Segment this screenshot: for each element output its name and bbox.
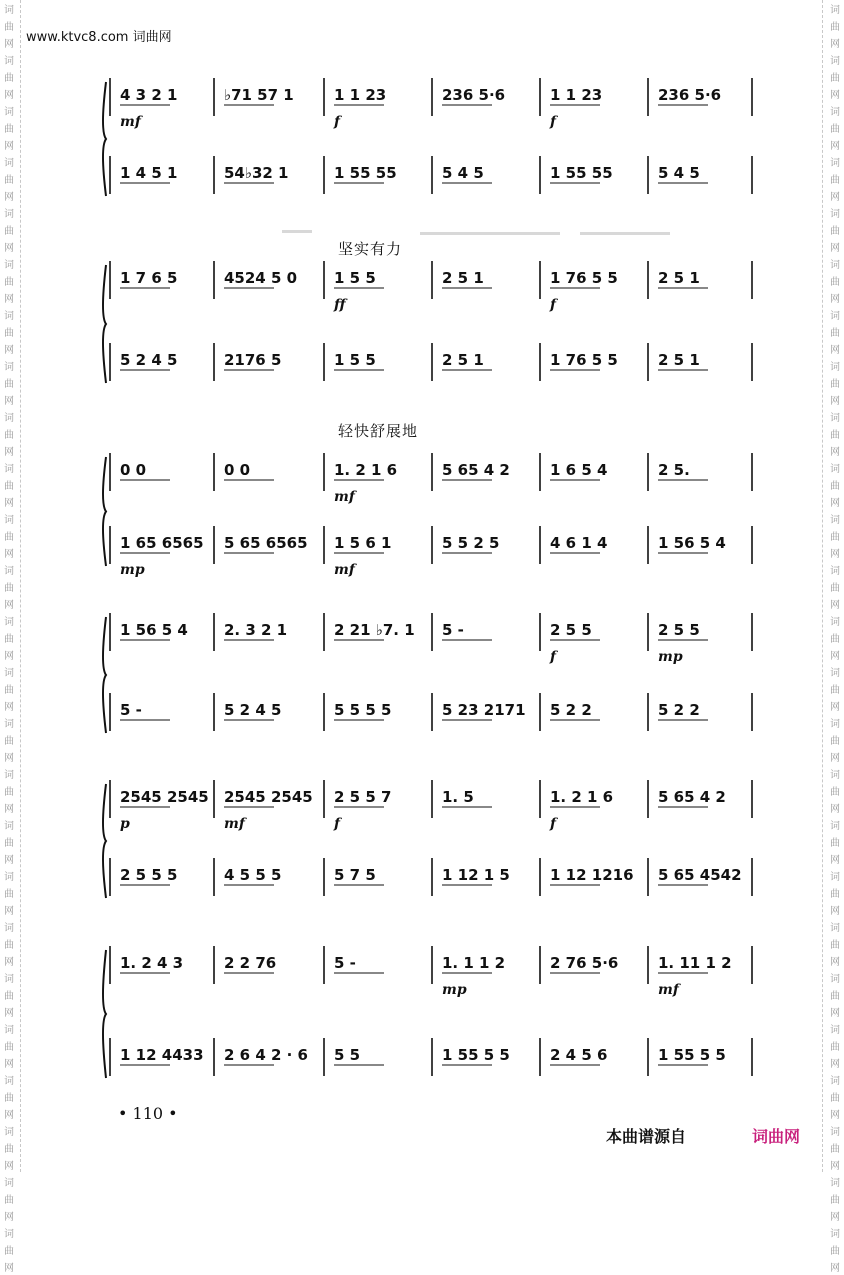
- watermark-char: 词: [4, 260, 14, 271]
- measure-notes: 1. 5: [442, 788, 474, 806]
- watermark-char: 网: [830, 1212, 840, 1223]
- measure-notes: 4 5 5 5: [224, 866, 282, 884]
- dynamic-mark: f: [550, 114, 557, 130]
- watermark-char: 网: [4, 1059, 14, 1070]
- site-logo[interactable]: 词曲网: [752, 1127, 801, 1146]
- measure-notes: 5 5: [334, 1046, 361, 1064]
- watermark-char: 网: [830, 753, 840, 764]
- measure-notes: 4 3 2 1: [120, 86, 178, 104]
- watermark-char: 网: [830, 447, 840, 458]
- dynamic-mark: mp: [120, 562, 145, 578]
- dynamic-mark: mf: [334, 489, 355, 505]
- watermark-char: 曲: [830, 736, 840, 747]
- measure-notes: 2 5 1: [658, 269, 700, 287]
- watermark-char: 词: [4, 5, 14, 16]
- score-system: [103, 946, 752, 1078]
- measure-notes: 1. 2 4 3: [120, 954, 184, 972]
- watermark-char: 网: [4, 855, 14, 866]
- watermark-char: 网: [830, 1059, 840, 1070]
- watermark-char: 词: [830, 719, 840, 730]
- watermark-char: 曲: [4, 838, 14, 849]
- watermark-char: 曲: [830, 1042, 840, 1053]
- watermark-char: 曲: [830, 175, 840, 186]
- watermark-char: 词: [4, 923, 14, 934]
- dynamic-mark: f: [334, 816, 341, 832]
- watermark-char: 词: [830, 872, 840, 883]
- watermark-char: 网: [4, 1008, 14, 1019]
- measure-notes: 2 5 5 7: [334, 788, 392, 806]
- measure-notes: 2 5 5: [658, 621, 700, 639]
- system-brace: [103, 784, 106, 898]
- watermark-char: 网: [4, 1161, 14, 1172]
- watermark-char: 词: [4, 1127, 14, 1138]
- measure-notes: 1 4 5 1: [120, 164, 178, 182]
- watermark-char: 网: [830, 855, 840, 866]
- measure-notes: 1. 2 1 6: [550, 788, 614, 806]
- watermark-char: 词: [830, 464, 840, 475]
- measure-notes: 54♭32 1: [224, 164, 289, 182]
- dynamic-mark: p: [120, 816, 130, 832]
- watermark-char: 曲: [830, 787, 840, 798]
- measure-notes: 2 5 1: [658, 351, 700, 369]
- dynamic-mark: mp: [442, 982, 467, 998]
- measure-notes: 2 5.: [658, 461, 690, 479]
- measure-notes: 1 55 5 5: [658, 1046, 726, 1064]
- watermark-char: 网: [4, 600, 14, 611]
- watermark-char: 网: [4, 804, 14, 815]
- watermark-char: 词: [830, 1025, 840, 1036]
- dynamic-mark: f: [550, 816, 557, 832]
- watermark-char: 曲: [4, 634, 14, 645]
- watermark-char: 曲: [830, 277, 840, 288]
- measure-notes: 0 0: [120, 461, 147, 479]
- measure-notes: 2545 2545: [224, 788, 313, 806]
- watermark-char: 曲: [4, 532, 14, 543]
- measure-notes: 1. 11 1 2: [658, 954, 732, 972]
- watermark-char: 曲: [830, 1093, 840, 1104]
- measure-notes: 1 55 55: [334, 164, 397, 182]
- watermark-char: 曲: [830, 1144, 840, 1155]
- system-brace: [103, 265, 106, 383]
- watermark-char: 网: [830, 1161, 840, 1172]
- watermark-char: 词: [4, 1076, 14, 1087]
- watermark-char: 词: [4, 158, 14, 169]
- measure-notes: 1 76 5 5: [550, 351, 618, 369]
- measure-notes: 1 12 1 5: [442, 866, 510, 884]
- watermark-char: 曲: [830, 124, 840, 135]
- watermark-char: 网: [830, 90, 840, 101]
- measure-notes: 5 -: [442, 621, 464, 639]
- watermark-char: 网: [4, 1263, 14, 1274]
- measure-notes: 1 7 6 5: [120, 269, 178, 287]
- watermark-char: 曲: [830, 22, 840, 33]
- measure-notes: 1 56 5 4: [120, 621, 188, 639]
- measure-notes: 5 2 4 5: [120, 351, 178, 369]
- watermark-char: 曲: [4, 73, 14, 84]
- watermark-char: 词: [830, 158, 840, 169]
- watermark-char: 网: [830, 600, 840, 611]
- dynamic-mark: mf: [120, 114, 141, 130]
- watermark-char: 曲: [830, 685, 840, 696]
- watermark-char: 词: [4, 1229, 14, 1240]
- section-title-firm: 坚实有力: [338, 240, 403, 258]
- watermark-char: 网: [4, 141, 14, 152]
- watermark-char: 曲: [4, 22, 14, 33]
- watermark-char: 词: [4, 617, 14, 628]
- watermark-char: 曲: [830, 1195, 840, 1206]
- watermark-char: 词: [830, 107, 840, 118]
- measure-notes: 1 56 5 4: [658, 534, 726, 552]
- measure-notes: 2 5 1: [442, 269, 484, 287]
- watermark-char: 曲: [830, 481, 840, 492]
- score-system: [103, 78, 752, 196]
- measure-notes: ♭71 57 1: [224, 86, 294, 104]
- measure-notes: 5 -: [120, 701, 142, 719]
- watermark-char: 曲: [4, 379, 14, 390]
- watermark-char: 曲: [4, 889, 14, 900]
- watermark-char: 词: [830, 1178, 840, 1189]
- watermark-char: 网: [4, 90, 14, 101]
- watermark-char: 词: [4, 668, 14, 679]
- measure-notes: 1 5 6 1: [334, 534, 392, 552]
- watermark-char: 曲: [4, 1195, 14, 1206]
- watermark-char: 词: [4, 1025, 14, 1036]
- watermark-char: 词: [830, 668, 840, 679]
- score-system: [103, 261, 752, 383]
- dynamic-mark: f: [334, 114, 341, 130]
- measure-notes: 5 4 5: [658, 164, 700, 182]
- watermark-char: 词: [4, 464, 14, 475]
- watermark-char: 词: [830, 413, 840, 424]
- page-number: • 110 •: [118, 1104, 178, 1123]
- dynamic-mark: f: [550, 649, 557, 665]
- watermark-char: 词: [830, 311, 840, 322]
- watermark-char: 网: [4, 396, 14, 407]
- measure-notes: 1 1 23: [550, 86, 603, 104]
- measure-notes: 4 6 1 4: [550, 534, 608, 552]
- watermark-char: 曲: [830, 838, 840, 849]
- watermark-char: 词: [4, 1178, 14, 1189]
- watermark-char: 词: [4, 974, 14, 985]
- measure-notes: 5 -: [334, 954, 356, 972]
- dynamic-mark: mp: [658, 649, 683, 665]
- score-system: [103, 613, 752, 733]
- watermark-char: 网: [830, 39, 840, 50]
- score-system: [103, 780, 752, 898]
- watermark-char: 网: [830, 651, 840, 662]
- measure-notes: 5 2 4 5: [224, 701, 282, 719]
- watermark-char: 曲: [4, 277, 14, 288]
- measure-notes: 2 21 ♭7. 1: [334, 621, 415, 639]
- measure-notes: 1. 2 1 6: [334, 461, 398, 479]
- watermark-char: 曲: [4, 787, 14, 798]
- watermark-char: 曲: [830, 583, 840, 594]
- measure-notes: 2 5 5 5: [120, 866, 178, 884]
- measure-notes: 5 23 2171: [442, 701, 526, 719]
- measure-notes: 1 55 5 5: [442, 1046, 510, 1064]
- measure-notes: 1 6 5 4: [550, 461, 608, 479]
- watermark-char: 网: [830, 1110, 840, 1121]
- watermark-char: 词: [830, 923, 840, 934]
- watermark-char: 曲: [4, 1246, 14, 1257]
- watermark-char: 曲: [4, 124, 14, 135]
- watermark-char: 网: [830, 243, 840, 254]
- measure-notes: 4524 5 0: [224, 269, 298, 287]
- score-system: [103, 453, 752, 578]
- measure-notes: 5 65 4 2: [658, 788, 726, 806]
- watermark-char: 网: [830, 141, 840, 152]
- watermark-char: 词: [4, 872, 14, 883]
- watermark-char: 网: [830, 957, 840, 968]
- watermark-char: 网: [830, 702, 840, 713]
- system-brace: [103, 457, 106, 566]
- watermark-char: 曲: [4, 736, 14, 747]
- measure-notes: 1 5 5: [334, 269, 376, 287]
- watermark-char: 曲: [4, 1093, 14, 1104]
- watermark-char: 网: [830, 906, 840, 917]
- measure-notes: 2. 3 2 1: [224, 621, 288, 639]
- measure-notes: 2545 2545: [120, 788, 209, 806]
- measure-notes: 5 5 5 5: [334, 701, 392, 719]
- measure-notes: 5 2 2: [658, 701, 700, 719]
- watermark-char: 曲: [4, 583, 14, 594]
- watermark-char: 曲: [830, 634, 840, 645]
- watermark-char: 词: [4, 719, 14, 730]
- watermark-char: 词: [830, 1127, 840, 1138]
- dynamic-mark: f: [550, 297, 557, 313]
- watermark-char: 网: [830, 549, 840, 560]
- measure-notes: 1. 1 1 2: [442, 954, 506, 972]
- watermark-char: 网: [4, 294, 14, 305]
- watermark-char: 网: [830, 498, 840, 509]
- watermark-char: 网: [4, 753, 14, 764]
- watermark-char: 词: [4, 770, 14, 781]
- watermark-char: 曲: [4, 940, 14, 951]
- scan-smudges: [282, 230, 670, 235]
- watermark-char: 曲: [830, 430, 840, 441]
- measure-notes: 2 2 76: [224, 954, 277, 972]
- watermark-char: 曲: [830, 73, 840, 84]
- dynamic-mark: mf: [224, 816, 245, 832]
- measure-notes: 2 5 5: [550, 621, 592, 639]
- watermark-char: 曲: [830, 1246, 840, 1257]
- watermark-char: 词: [4, 107, 14, 118]
- watermark-char: 网: [830, 192, 840, 203]
- measure-notes: 5 2 2: [550, 701, 592, 719]
- watermark-char: 曲: [4, 430, 14, 441]
- watermark-char: 词: [4, 362, 14, 373]
- site-url[interactable]: www.ktvc8.com 词曲网: [26, 30, 172, 45]
- watermark-char: 网: [4, 447, 14, 458]
- watermark-char: 词: [830, 56, 840, 67]
- measure-notes: 5 7 5: [334, 866, 376, 884]
- measure-notes: 1 55 55: [550, 164, 613, 182]
- watermark-char: 词: [830, 617, 840, 628]
- watermark-char: 曲: [4, 991, 14, 1002]
- measure-notes: 1 12 1216: [550, 866, 634, 884]
- measure-notes: 236 5·6: [658, 86, 722, 104]
- dynamic-mark: mf: [658, 982, 679, 998]
- watermark-char: 网: [4, 1212, 14, 1223]
- watermark-char: 网: [830, 294, 840, 305]
- measure-notes: 5 65 4 2: [442, 461, 510, 479]
- watermark-char: 词: [4, 311, 14, 322]
- watermark-char: 词: [830, 974, 840, 985]
- watermark-char: 曲: [830, 889, 840, 900]
- measure-notes: 2176 5: [224, 351, 282, 369]
- measure-notes: 1 76 5 5: [550, 269, 618, 287]
- system-brace: [103, 617, 106, 733]
- watermark-char: 词: [830, 209, 840, 220]
- watermark-char: 网: [4, 651, 14, 662]
- measure-notes: 1 1 23: [334, 86, 387, 104]
- watermark-char: 网: [4, 192, 14, 203]
- watermark-char: 网: [4, 243, 14, 254]
- measure-notes: 1 65 6565: [120, 534, 204, 552]
- watermark-char: 网: [4, 498, 14, 509]
- watermark-char: 曲: [4, 1144, 14, 1155]
- watermark-char: 词: [4, 56, 14, 67]
- watermark-char: 曲: [4, 685, 14, 696]
- system-brace: [103, 950, 106, 1078]
- watermark-char: 词: [4, 821, 14, 832]
- measure-notes: 1 5 5: [334, 351, 376, 369]
- watermark-char: 曲: [830, 940, 840, 951]
- watermark-char: 网: [830, 1008, 840, 1019]
- watermark-char: 网: [4, 1110, 14, 1121]
- watermark-char: 曲: [830, 379, 840, 390]
- watermark-char: 网: [830, 396, 840, 407]
- measure-notes: 5 65 4542: [658, 866, 742, 884]
- watermark-char: 词: [4, 209, 14, 220]
- watermark-char: 曲: [830, 532, 840, 543]
- watermark-char: 词: [830, 362, 840, 373]
- measure-notes: 2 6 4 2 · 6: [224, 1046, 308, 1064]
- watermark-char: 词: [4, 515, 14, 526]
- watermark-char: 词: [830, 821, 840, 832]
- watermark-char: 词: [830, 260, 840, 271]
- system-brace: [103, 82, 106, 196]
- watermark-char: 网: [4, 549, 14, 560]
- watermark-char: 网: [830, 1263, 840, 1274]
- measure-notes: 2 76 5·6: [550, 954, 619, 972]
- watermark-char: 网: [4, 345, 14, 356]
- watermark-char: 网: [4, 957, 14, 968]
- dynamic-mark: ff: [334, 297, 346, 313]
- watermark-char: 词: [830, 566, 840, 577]
- section-title-light: 轻快舒展地: [338, 422, 419, 440]
- measure-notes: 5 5 2 5: [442, 534, 500, 552]
- watermark-char: 网: [830, 345, 840, 356]
- watermark-char: 词: [830, 770, 840, 781]
- watermark-char: 曲: [830, 328, 840, 339]
- watermark-char: 曲: [4, 481, 14, 492]
- watermark-char: 曲: [830, 226, 840, 237]
- watermark-char: 曲: [4, 175, 14, 186]
- measure-notes: 0 0: [224, 461, 251, 479]
- watermark-char: 词: [830, 515, 840, 526]
- watermark-char: 词: [830, 5, 840, 16]
- measure-notes: 2 5 1: [442, 351, 484, 369]
- source-label: 本曲谱源自: [606, 1127, 687, 1146]
- watermark-char: 网: [4, 702, 14, 713]
- watermark-char: 曲: [4, 1042, 14, 1053]
- measure-notes: 2 4 5 6: [550, 1046, 608, 1064]
- watermark-char: 词: [830, 1076, 840, 1087]
- watermark-char: 词: [830, 1229, 840, 1240]
- measure-notes: 5 4 5: [442, 164, 484, 182]
- watermark-char: 曲: [830, 991, 840, 1002]
- watermark-char: 曲: [4, 226, 14, 237]
- watermark-char: 曲: [4, 328, 14, 339]
- dynamic-mark: mf: [334, 562, 355, 578]
- watermark-char: 词: [4, 413, 14, 424]
- watermark-char: 网: [4, 39, 14, 50]
- measure-notes: 236 5·6: [442, 86, 506, 104]
- watermark-char: 词: [4, 566, 14, 577]
- measure-notes: 1 12 4433: [120, 1046, 204, 1064]
- measure-notes: 5 65 6565: [224, 534, 308, 552]
- watermark-char: 网: [4, 906, 14, 917]
- watermark-char: 网: [830, 804, 840, 815]
